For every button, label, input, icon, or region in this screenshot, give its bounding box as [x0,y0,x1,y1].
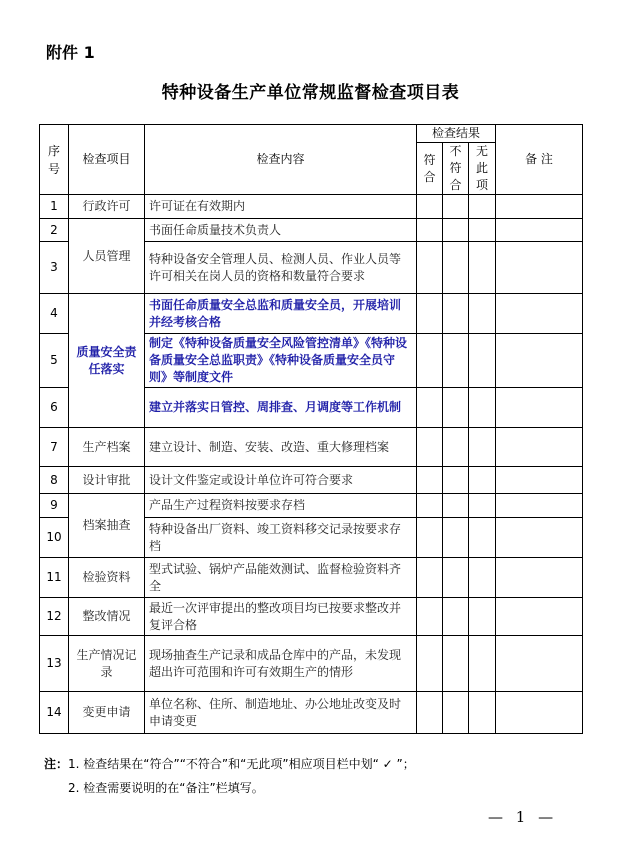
fail-cell[interactable] [443,692,469,734]
table-row [40,219,583,242]
na-cell[interactable] [469,219,496,242]
header-remark: 备 注 [496,125,583,195]
remark-cell[interactable] [496,636,583,692]
pass-cell[interactable] [417,467,443,494]
header-result: 检查结果 [417,125,496,143]
row-content: 书面任命质量技术负责人 [145,219,417,242]
remark-cell[interactable] [496,428,583,467]
pass-cell[interactable] [417,494,443,518]
fail-cell[interactable] [443,467,469,494]
row-content: 建立设计、制造、安装、改造、重大修理档案 [145,428,417,467]
na-cell[interactable] [469,467,496,494]
na-cell[interactable] [469,388,496,428]
row-no: 10 [40,518,69,558]
pass-cell[interactable] [417,334,443,388]
pass-cell[interactable] [417,219,443,242]
na-cell[interactable] [469,558,496,598]
table-row [40,294,583,334]
fail-cell[interactable] [443,388,469,428]
remark-cell[interactable] [496,558,583,598]
fail-cell[interactable] [443,195,469,219]
row-item: 生产情况记录 [69,636,145,692]
fail-cell[interactable] [443,428,469,467]
pass-cell[interactable] [417,294,443,334]
row-no: 5 [40,334,69,388]
row-item: 行政许可 [69,195,145,219]
row-no: 9 [40,494,69,518]
note-line-1 [44,752,415,776]
row-content: 建立并落实日管控、周排查、月调度等工作机制 [145,388,417,428]
remark-cell[interactable] [496,494,583,518]
na-cell[interactable] [469,195,496,219]
na-cell[interactable] [469,518,496,558]
na-cell[interactable] [469,692,496,734]
attachment-label: 附件 1 [46,43,95,62]
remark-cell[interactable] [496,692,583,734]
note-text-1: 1. 检查结果在“符合”“不符合”和“无此项”相应项目栏中划“ ✓ ”； [68,757,415,771]
page-title: 特种设备生产单位常规监督检查项目表 [161,83,460,103]
row-no: 7 [40,428,69,467]
row-content: 现场抽查生产记录和成品仓库中的产品，未发现超出许可范围和许可有效期生产的情形 [145,636,417,692]
fail-cell[interactable] [443,598,469,636]
pass-cell[interactable] [417,598,443,636]
row-item: 质量安全责任落实 [69,294,145,428]
remark-cell[interactable] [496,294,583,334]
fail-cell[interactable] [443,334,469,388]
remark-cell[interactable] [496,219,583,242]
note-label: 注： [44,757,69,771]
row-content: 特种设备出厂资料、竣工资料移交记录按要求存档 [145,518,417,558]
fail-cell[interactable] [443,494,469,518]
row-no: 8 [40,467,69,494]
remark-cell[interactable] [496,467,583,494]
row-no: 14 [40,692,69,734]
row-content: 设计文件鉴定或设计单位许可符合要求 [145,467,417,494]
fail-cell[interactable] [443,558,469,598]
inspection-table [39,124,583,734]
row-item: 变更申请 [69,692,145,734]
fail-cell[interactable] [443,242,469,294]
pass-cell[interactable] [417,428,443,467]
header-seq: 序 号 [40,125,69,195]
header-na: 无 此 项 [469,143,496,195]
row-item: 检验资料 [69,558,145,598]
table-row [40,692,583,734]
row-content: 单位名称、住所、制造地址、办公地址改变及时申请变更 [145,692,417,734]
table-row [40,494,583,518]
row-no: 3 [40,242,69,294]
header-content: 检查内容 [145,125,417,195]
pass-cell[interactable] [417,195,443,219]
row-item: 整改情况 [69,598,145,636]
row-item: 档案抽查 [69,494,145,558]
row-content: 型式试验、锅炉产品能效测试、监督检验资料齐全 [145,558,417,598]
note-line-2: 2. 检查需要说明的在“备注”栏填写。 [68,781,264,795]
pass-cell[interactable] [417,388,443,428]
remark-cell[interactable] [496,334,583,388]
na-cell[interactable] [469,334,496,388]
na-cell[interactable] [469,242,496,294]
table-row [40,598,583,636]
row-content: 制定《特种设备质量安全风险管控清单》《特种设备质量安全总监职责》《特种设备质量安全员守则》等制度文件 [145,334,417,388]
header-item: 检查项目 [69,125,145,195]
remark-cell[interactable] [496,242,583,294]
page-number: — 1 — [488,808,558,826]
row-item: 生产档案 [69,428,145,467]
remark-cell[interactable] [496,388,583,428]
footnotes [44,752,415,800]
table-row [40,636,583,692]
pass-cell[interactable] [417,558,443,598]
row-item: 设计审批 [69,467,145,494]
remark-cell[interactable] [496,195,583,219]
na-cell[interactable] [469,494,496,518]
row-item: 人员管理 [69,219,145,294]
fail-cell[interactable] [443,219,469,242]
header-fail: 不 符 合 [443,143,469,195]
na-cell[interactable] [469,428,496,467]
na-cell[interactable] [469,598,496,636]
row-no: 13 [40,636,69,692]
pass-cell[interactable] [417,636,443,692]
fail-cell[interactable] [443,518,469,558]
row-no: 11 [40,558,69,598]
table-row [40,558,583,598]
table-row [40,467,583,494]
remark-cell[interactable] [496,518,583,558]
row-content: 产品生产过程资料按要求存档 [145,494,417,518]
pass-cell[interactable] [417,518,443,558]
remark-cell[interactable] [496,598,583,636]
table-row [40,428,583,467]
table-row [40,195,583,219]
row-no: 12 [40,598,69,636]
na-cell[interactable] [469,636,496,692]
row-no: 6 [40,388,69,428]
fail-cell[interactable] [443,636,469,692]
row-no: 2 [40,219,69,242]
pass-cell[interactable] [417,242,443,294]
row-no: 4 [40,294,69,334]
row-content: 书面任命质量安全总监和质量安全员，开展培训并经考核合格 [145,294,417,334]
row-content: 特种设备安全管理人员、检测人员、作业人员等许可相关在岗人员的资格和数量符合要求 [145,242,417,294]
row-no: 1 [40,195,69,219]
pass-cell[interactable] [417,692,443,734]
header-pass: 符 合 [417,143,443,195]
na-cell[interactable] [469,294,496,334]
row-content: 许可证在有效期内 [145,195,417,219]
fail-cell[interactable] [443,294,469,334]
row-content: 最近一次评审提出的整改项目均已按要求整改并复评合格 [145,598,417,636]
